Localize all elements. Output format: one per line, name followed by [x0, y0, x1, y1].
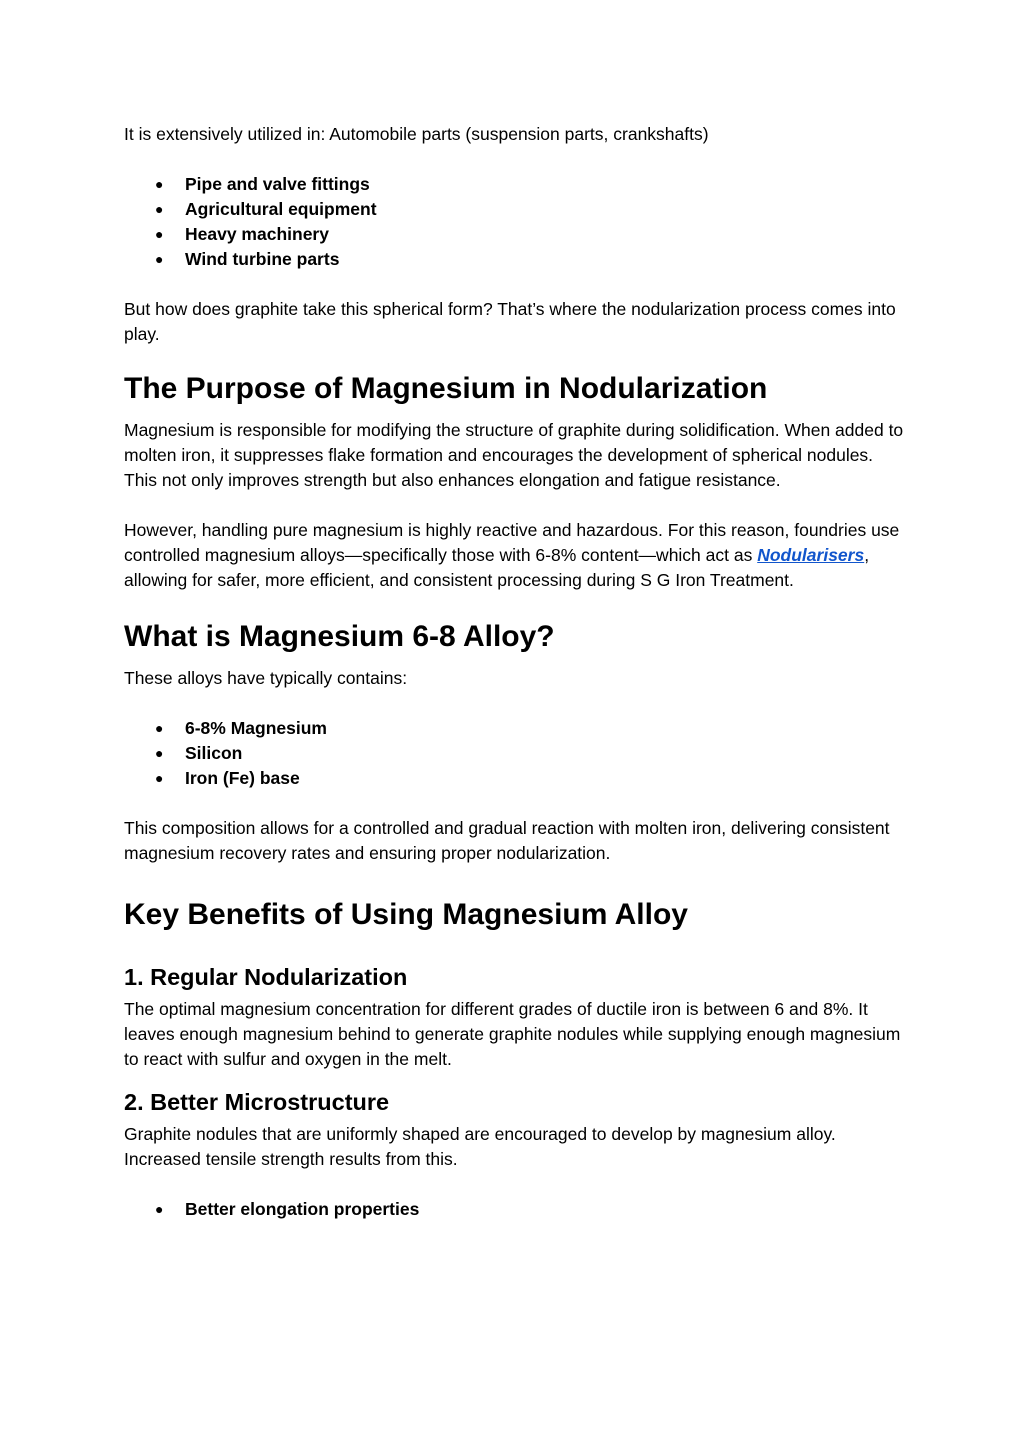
regular-nodularization-paragraph: The optimal magnesium concentration for different grades of ductile iron is between 6 and 8%. It leaves enough magnesium behind to generate graphite nodules while supplying enough magnesium to react with sulfur and oxygen in the melt.: [124, 999, 901, 1069]
purpose-paragraph-2: However, handling pure magnesium is highly reactive and hazardous. For this reason, foundries use controlled magnesium alloys—specifically those with 6-8% content—which act as Nodularisers, allowing for safer, more efficient, and consistent processing during S G Iron Treatment.: [124, 520, 900, 590]
bullet-icon: ●: [155, 201, 164, 217]
subheading-regular-nodularization: 1. Regular Nodularization: [124, 964, 408, 990]
bullet-icon: ●: [155, 226, 164, 242]
microstructure-list: [124, 1197, 904, 1222]
list-item: ● Silicon: [124, 741, 904, 766]
section-heading-alloy: What is Magnesium 6-8 Alloy?: [124, 620, 555, 653]
transition-paragraph: But how does graphite take this spherical form? That’s where the nodularization process comes into play.: [124, 299, 896, 344]
bullet-icon: ●: [155, 720, 164, 736]
nodularisers-link[interactable]: Nodularisers: [757, 545, 865, 565]
uses-list: [124, 172, 904, 272]
section-heading-purpose: The Purpose of Magnesium in Nodularization: [124, 372, 768, 405]
bullet-icon: ●: [155, 176, 164, 192]
alloy-outro-paragraph: This composition allows for a controlled and gradual reaction with molten iron, delivering consistent magnesium recovery rates and ensuring proper nodularization.: [124, 818, 890, 863]
list-item: ● Pipe and valve fittings: [124, 172, 904, 197]
list-item: ● Better elongation properties: [124, 1197, 904, 1222]
alloy-intro-paragraph: These alloys have typically contains:: [124, 668, 408, 688]
subheading-better-microstructure: 2. Better Microstructure: [124, 1089, 390, 1115]
bullet-icon: ●: [155, 745, 164, 761]
document-page: [124, 122, 904, 1222]
list-item: ● Heavy machinery: [124, 222, 904, 247]
bullet-icon: ●: [155, 1201, 164, 1217]
intro-paragraph: It is extensively utilized in: Automobile parts (suspension parts, crankshafts): [124, 124, 709, 144]
list-item: ● Wind turbine parts: [124, 247, 904, 272]
list-item: ● Agricultural equipment: [124, 197, 904, 222]
list-item: ● 6-8% Magnesium: [124, 716, 904, 741]
bullet-icon: ●: [155, 770, 164, 786]
composition-list: [124, 716, 904, 791]
section-heading-benefits: Key Benefits of Using Magnesium Alloy: [124, 898, 688, 931]
microstructure-paragraph: Graphite nodules that are uniformly shaped are encouraged to develop by magnesium alloy. Increased tensile strength results from this.: [124, 1124, 836, 1169]
bullet-icon: ●: [155, 251, 164, 267]
purpose-paragraph-1: Magnesium is responsible for modifying the structure of graphite during solidification. When added to molten iron, it suppresses flake formation and encourages the development of spherical nodules. This not only improves strength but also enhances elongation and fatigue resistance.: [124, 420, 904, 490]
list-item: ● Iron (Fe) base: [124, 766, 904, 791]
